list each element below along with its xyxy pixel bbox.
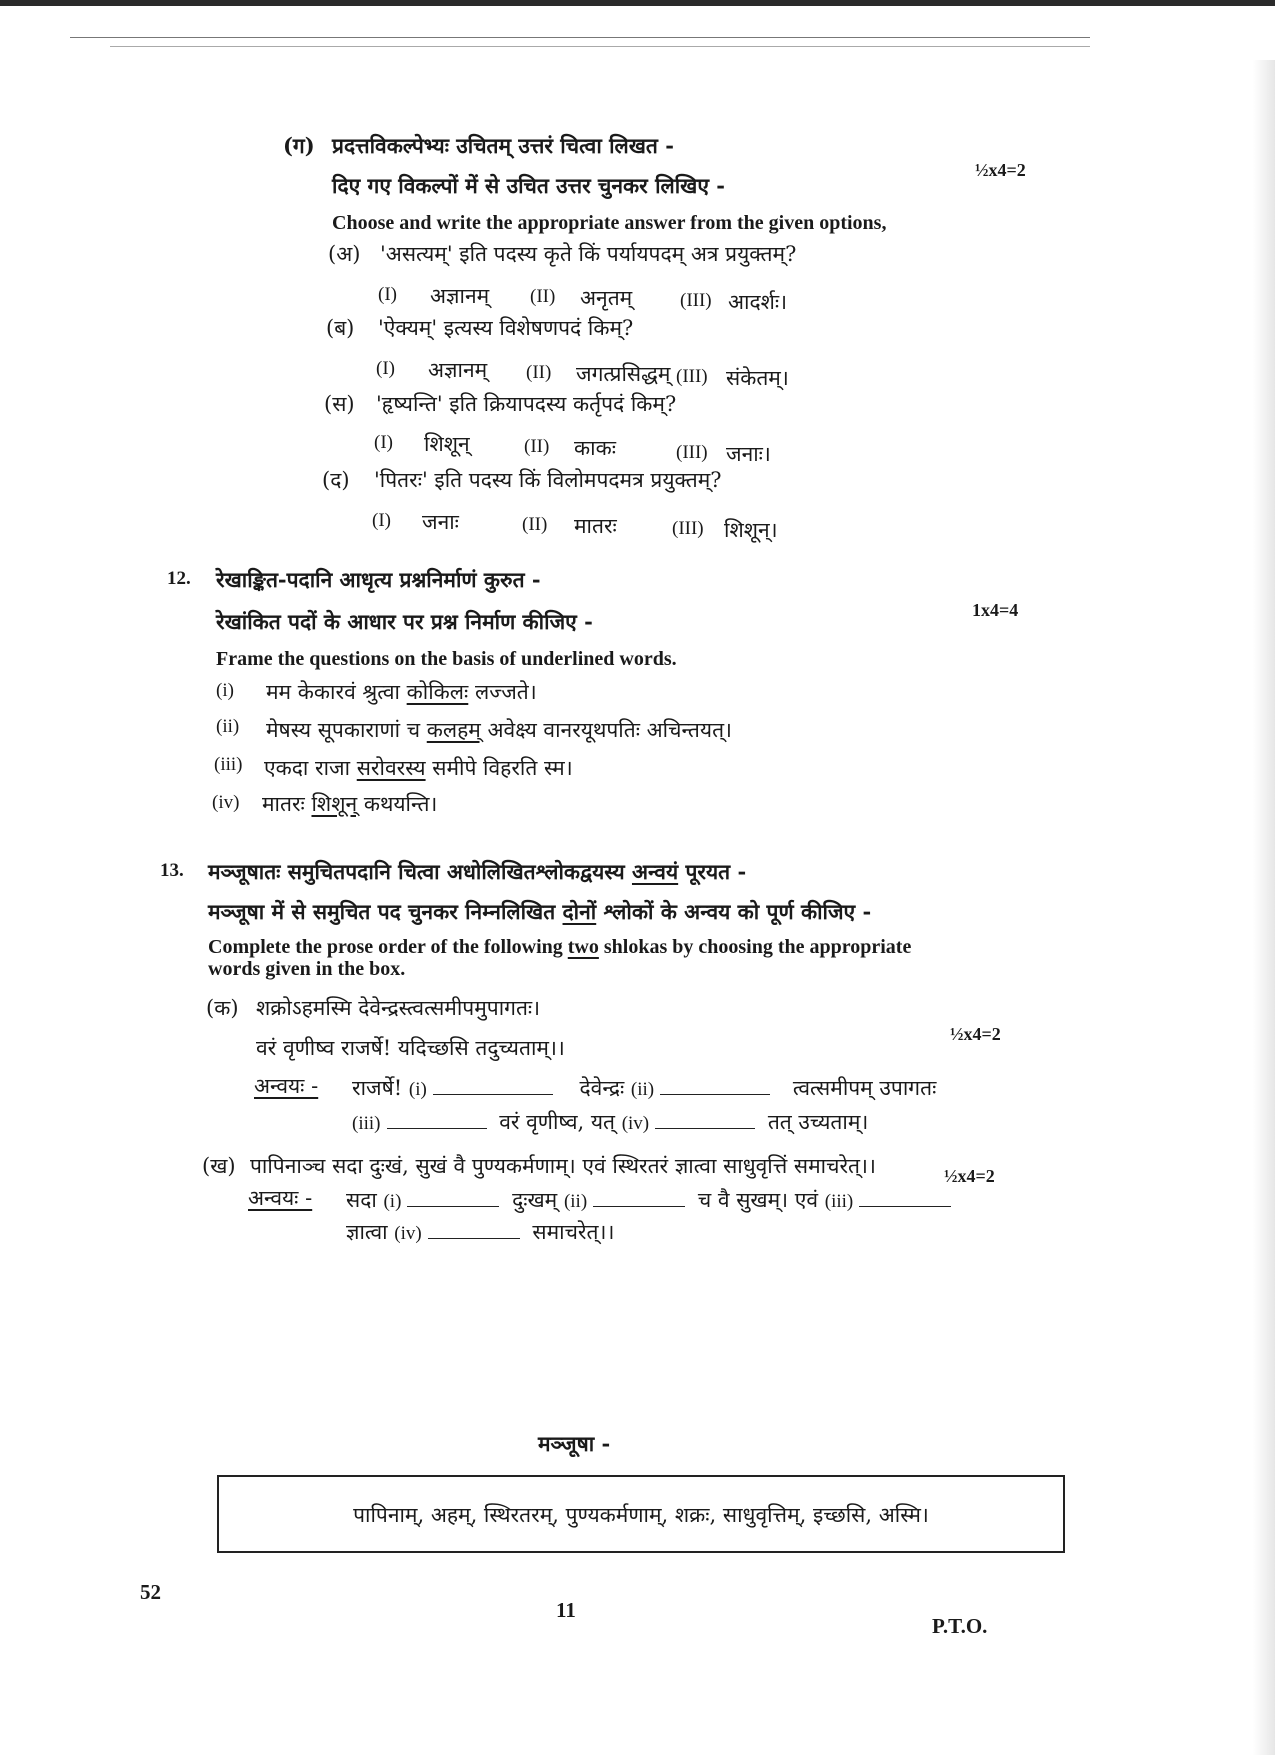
anvay-text: समाचरेत्।। [532, 1220, 615, 1244]
blank-num: (ii) [563, 1191, 588, 1212]
question-d-text: 'पितरः' इति पदस्य किं विलोमपदमत्र प्रयुक्तम्? [374, 468, 722, 492]
blank-num: (iii) [352, 1113, 381, 1134]
q12-item-post: लज्जते। [468, 680, 537, 704]
option-text: अज्ञानम् [428, 358, 488, 382]
option-text: जनाः [422, 510, 459, 534]
section-g-label: (ग) [283, 133, 315, 158]
answer-blank[interactable] [660, 1093, 770, 1095]
text-pre: Complete the prose order of the following [208, 936, 568, 958]
anvay-line-2 [352, 1108, 868, 1136]
scan-right-edge [1253, 60, 1275, 1755]
pto-label: P.T.O. [932, 1614, 988, 1638]
question-c-label: (स) [324, 392, 355, 416]
text-underlined: two [567, 936, 599, 958]
q12-item-num: (iii) [214, 754, 243, 775]
option-text: आदर्शः। [728, 290, 788, 314]
q13-instruction-sanskrit [208, 858, 746, 886]
q12-item-num: (iv) [212, 792, 240, 813]
q13-part-kh-label: (ख) [202, 1154, 236, 1178]
blank-num: (ii) [630, 1079, 655, 1100]
anvay-text: च वै सुखम्। एवं [697, 1188, 819, 1212]
blank-num: (i) [408, 1079, 427, 1100]
header-rule-2 [110, 46, 1090, 47]
section-g-instruction-sanskrit: प्रदत्तविकल्पेभ्यः उचितम् उत्तरं चित्वा लिखत - [332, 133, 674, 158]
option-num: (II) [524, 436, 550, 457]
option-num: (I) [374, 432, 393, 453]
q13-part-k-anvay-label: अन्वयः - [254, 1074, 319, 1098]
q12-item-post: कथयन्ति। [357, 792, 438, 816]
section-g-instruction-english: Choose and write the appropriate answer from the given options, [332, 212, 887, 234]
anvay-line-3 [346, 1186, 957, 1214]
q13-part-k-marks: ½x4=2 [950, 1024, 1001, 1044]
q12-instruction-sanskrit: रेखाङ्कित-पदानि आधृत्य प्रश्ननिर्माणं कुरुत - [216, 567, 541, 592]
q12-item-post: समीपे विहरति स्म। [425, 756, 573, 780]
option-num: (II) [526, 362, 552, 383]
q13-instruction-english-1 [208, 936, 911, 959]
question-d-label: (द) [322, 468, 350, 492]
answer-blank[interactable] [428, 1237, 520, 1239]
option-text: जगत्प्रसिद्धम् [576, 362, 671, 386]
anvay-line-4 [346, 1218, 614, 1246]
option-num: (III) [676, 366, 708, 387]
option-num: (I) [376, 358, 395, 379]
q13-part-kh-anvay-label: अन्वयः - [248, 1186, 313, 1210]
option-num: (II) [522, 514, 548, 535]
q12-instruction-english: Frame the questions on the basis of underlined words. [216, 648, 677, 670]
anvay-text: दुःखम् [512, 1188, 558, 1212]
q12-item-num: (i) [216, 680, 234, 701]
q13-part-k-label: (क) [206, 996, 239, 1020]
text-underlined: अन्वयं [631, 859, 679, 884]
q12-item-4 [262, 790, 437, 818]
option-num: (II) [530, 286, 556, 307]
scan-top-edge [0, 0, 1275, 6]
q12-item-pre: मेषस्य सूपकाराणां च [266, 718, 427, 742]
option-num: (I) [378, 284, 397, 305]
anvay-text: तत् उच्यताम्। [767, 1110, 869, 1134]
question-c-text: 'हृष्यन्ति' इति क्रियापदस्य कर्तृपदं किम्? [376, 392, 677, 416]
option-text: जनाः। [726, 442, 771, 466]
q12-item-pre: मातरः [262, 792, 312, 816]
answer-blank[interactable] [859, 1205, 951, 1207]
anvay-text: त्वत्समीपम् उपागतः [792, 1076, 937, 1100]
blank-num: (iii) [824, 1191, 854, 1212]
q13-number: 13. [160, 860, 184, 881]
q12-item-underlined: कोकिलः [406, 680, 469, 704]
manjusha-words: पापिनाम्, अहम्, स्थिरतरम्, पुण्यकर्मणाम्, शक्रः, साधुवृत्तिम्, इच्छसि, अस्मि। [353, 1503, 929, 1527]
section-g-marks: ½x4=2 [975, 160, 1026, 180]
answer-blank[interactable] [407, 1205, 499, 1207]
q12-item-underlined: कलहम् [426, 718, 481, 742]
question-b-text: 'ऐक्यम्' इत्यस्य विशेषणपदं किम्? [378, 316, 634, 340]
q12-item-post: अवेक्ष्य वानरयूथपतिः अचिन्तयत्। [480, 718, 733, 742]
page-number: 11 [556, 1598, 576, 1622]
q12-instruction-hindi: रेखांकित पदों के आधार पर प्रश्न निर्माण कीजिए - [216, 609, 593, 634]
blank-num: (iv) [394, 1223, 422, 1244]
blank-num: (iv) [621, 1113, 650, 1134]
q12-item-underlined: सरोवरस्य [356, 756, 426, 780]
option-text: अनृतम् [580, 286, 633, 310]
q12-item-underlined: शिशून् [311, 792, 358, 816]
q13-instruction-hindi [208, 898, 871, 926]
q12-item-pre: मम केकारवं श्रुत्वा [266, 680, 407, 704]
anvay-text: सदा [346, 1188, 377, 1212]
answer-blank[interactable] [387, 1127, 487, 1129]
q13-part-k-shloka-line2: वरं वृणीष्व राजर्षे! यदिच्छसि तदुच्यताम्।। [256, 1036, 565, 1060]
option-text: अज्ञानम् [430, 284, 490, 308]
q13-instruction-english-2: words given in the box. [208, 958, 406, 980]
question-a-text: 'असत्यम्' इति पदस्य कृते किं पर्यायपदम् अत्र प्रयुक्तम्? [380, 242, 797, 266]
question-a-label: (अ) [328, 242, 361, 266]
answer-blank[interactable] [593, 1205, 685, 1207]
anvay-text: ज्ञात्वा [346, 1220, 388, 1244]
q12-item-2 [266, 716, 732, 744]
blank-num: (i) [383, 1191, 402, 1212]
section-g-instruction-hindi: दिए गए विकल्पों में से उचित उत्तर चुनकर लिखिए - [332, 173, 725, 198]
option-text: काकः [574, 436, 616, 460]
q12-item-3 [264, 754, 573, 782]
anvay-text: वरं वृणीष्व, यत् [499, 1110, 615, 1134]
option-text: शिशून्। [724, 518, 778, 542]
q13-part-kh-marks: ½x4=2 [944, 1166, 995, 1186]
text-post: पूरयत - [678, 859, 747, 884]
manjusha-box [217, 1475, 1065, 1553]
option-text: संकेतम्। [726, 366, 789, 390]
q13-part-kh-shloka: पापिनाञ्च सदा दुःखं, सुखं वै पुण्यकर्मणाम्। एवं स्थिरतरं ज्ञात्वा साधुवृत्तिं समाचरेत्।। [250, 1154, 876, 1178]
answer-blank[interactable] [433, 1093, 553, 1095]
option-num: (III) [676, 442, 708, 463]
header-rule [70, 37, 1090, 38]
text-underlined: दोनों [562, 899, 597, 924]
option-num: (III) [672, 518, 704, 539]
q12-marks: 1x4=4 [972, 600, 1019, 620]
anvay-line-1 [352, 1074, 936, 1102]
text-pre: मञ्जूषातः समुचितपदानि चित्वा अधोलिखितश्लोकद्वयस्य [208, 859, 632, 884]
q12-number: 12. [167, 568, 191, 589]
manjusha-title: मञ्जूषा - [538, 1431, 611, 1456]
paper-code: 52 [140, 1580, 161, 1604]
option-text: शिशून् [424, 432, 470, 456]
text-pre: मञ्जूषा में से समुचित पद चुनकर निम्नलिखित [208, 899, 563, 924]
q12-item-1 [266, 678, 537, 706]
option-text: मातरः [574, 514, 617, 538]
q13-part-k-shloka-line1: शक्रोऽहमस्मि देवेन्द्रस्त्वत्समीपमुपागतः। [256, 996, 541, 1020]
text-post: श्लोकों के अन्वय को पूर्ण कीजिए - [596, 899, 872, 924]
q12-item-num: (ii) [216, 716, 240, 737]
anvay-text: देवेन्द्रः [579, 1076, 625, 1100]
q12-item-pre: एकदा राजा [264, 756, 357, 780]
option-num: (III) [680, 290, 712, 311]
answer-blank[interactable] [655, 1127, 755, 1129]
question-b-label: (ब) [326, 316, 355, 340]
text-post: shlokas by choosing the appropriate [598, 936, 912, 958]
option-num: (I) [372, 510, 391, 531]
anvay-text: राजर्षे! [352, 1076, 403, 1100]
